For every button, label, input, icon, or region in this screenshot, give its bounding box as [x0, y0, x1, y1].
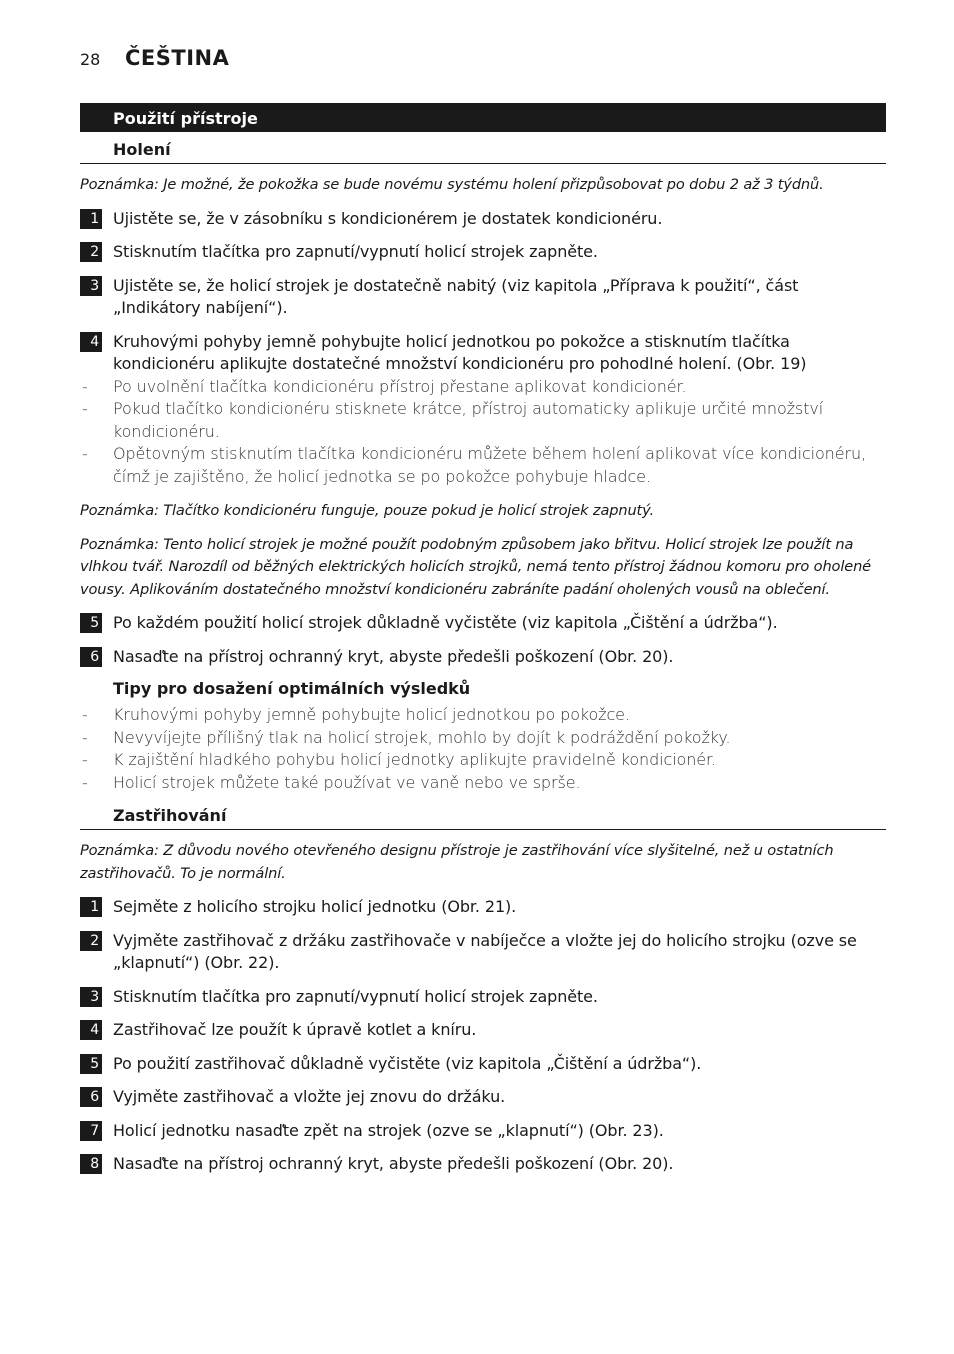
- step-item: [80, 1019, 886, 1042]
- step-item: [80, 930, 886, 975]
- shaving-bullet-list: [80, 376, 886, 489]
- step-number: 1: [80, 897, 102, 917]
- step-item: [80, 331, 886, 376]
- page-content: [80, 103, 886, 1187]
- step-item: [80, 1053, 886, 1076]
- step-item: [80, 208, 886, 231]
- step-number: 6: [80, 647, 102, 667]
- note-conditioner-button: Poznámka: Tlačítko kondicionéru funguje, pouze pokud je holicí strojek zapnutý.: [80, 502, 654, 519]
- page-number: 28: [80, 50, 101, 69]
- step-text: Ujistěte se, že v zásobníku s kondicionérem je dostatek kondicionéru.: [113, 208, 663, 228]
- step-text: Nasaďte na přístroj ochranný kryt, abyste předešli poškození (Obr. 20).: [113, 646, 674, 666]
- list-item: - K zajištění hladkého pohybu holicí jednotky aplikujte pravidelně kondicionér.: [82, 750, 717, 769]
- step-text: Kruhovými pohyby jemně pohybujte holicí jednotkou po pokožce a stisknutím tlačítka kondicionéru aplikujte dostatečné množství kondicionéru pro pohodlné holení. (Obr. 19): [113, 331, 807, 373]
- tips-bullet-list: [80, 704, 886, 794]
- step-text: Holicí jednotku nasaďte zpět na strojek (ozve se „klapnutí“) (Obr. 23).: [113, 1120, 664, 1140]
- step-item: [80, 896, 886, 919]
- step-number: 3: [80, 276, 102, 296]
- note-razor-usage: Poznámka: Tento holicí strojek je možné použít podobným způsobem jako břitvu. Holicí strojek lze použít na vlhkou tvář. Narozdíl od běžných elektrických holicích strojků, nemá tento přístroj žádnou komoru pro oholené vousy. Aplikováním dostatečného množství kondicionéru zabráníte padání oholených vousů na oblečení.: [80, 535, 871, 598]
- step-text: Zastřihovač lze použít k úpravě kotlet a kníru.: [113, 1020, 477, 1039]
- step-item: [80, 275, 886, 320]
- list-item: - Po uvolnění tlačítka kondicionéru přístroj přestane aplikovat kondicionér.: [82, 376, 687, 396]
- step-text: Po každém použití holicí strojek důkladně vyčistěte (viz kapitola „Čištění a údržba“).: [113, 613, 778, 632]
- step-text: Vyjměte zastřihovač a vložte jej znovu do držáku.: [113, 1087, 506, 1106]
- step-number: 7: [80, 1121, 102, 1141]
- note-adaptation: Poznámka: Je možné, že pokožka se bude novému systému holení přizpůsobovat po dobu 2 až 3 týdnů.: [80, 176, 824, 193]
- list-item: - Opětovným stisknutím tlačítka kondicionéru můžete během holení aplikovat více kondicionéru, čímž je zajištěno, že holicí jednotka se po pokožce pohybuje hladce.: [82, 444, 866, 486]
- step-number: 4: [80, 1020, 102, 1040]
- list-item: - Pokud tlačítko kondicionéru stisknete krátce, přístroj automaticky aplikuje určité množství kondicionéru.: [82, 399, 824, 441]
- list-item: - Kruhovými pohyby jemně pohybujte holicí jednotkou po pokožce.: [82, 705, 630, 724]
- step-text: Nasaďte na přístroj ochranný kryt, abyste předešli poškození (Obr. 20).: [113, 1154, 674, 1173]
- step-number: 8: [80, 1154, 102, 1174]
- step-number: 5: [80, 613, 102, 633]
- step-text: Ujistěte se, že holicí strojek je dostatečně nabitý (viz kapitola „Příprava k použití“, část „Indikátory nabíjení“).: [113, 275, 799, 317]
- page-language-heading: ČEŠTINA: [125, 46, 230, 70]
- step-text: Stisknutím tlačítka pro zapnutí/vypnutí holicí strojek zapněte.: [113, 986, 598, 1006]
- step-number: 5: [80, 1054, 102, 1074]
- step-number: 2: [80, 931, 102, 951]
- list-item: - Holicí strojek můžete také používat ve vaně nebo ve sprše.: [82, 772, 581, 792]
- step-item: [80, 646, 886, 669]
- subheading-tips: Tipy pro dosažení optimálních výsledků: [113, 679, 471, 698]
- subheading-trimming: Zastřihování: [80, 806, 886, 830]
- step-item: [80, 1153, 886, 1176]
- step-number: 1: [80, 209, 102, 229]
- note-trimming-noise: Poznámka: Z důvodu nového otevřeného designu přístroje je zastřihování více slyšitelné, než u ostatních zastřihovačů. To je normální.: [80, 842, 834, 882]
- step-text: Po použití zastřihovač důkladně vyčistěte (viz kapitola „Čištění a údržba“).: [113, 1053, 702, 1073]
- step-number: 4: [80, 332, 102, 352]
- list-item: - Nevyvíjejte přílišný tlak na holicí strojek, mohlo by dojít k podráždění pokožky.: [82, 727, 731, 747]
- step-item: [80, 612, 886, 635]
- step-number: 2: [80, 242, 102, 262]
- step-item: [80, 1120, 886, 1143]
- step-text: Sejměte z holicího strojku holicí jednotku (Obr. 21).: [113, 897, 517, 916]
- step-text: Stisknutím tlačítka pro zapnutí/vypnutí holicí strojek zapněte.: [113, 242, 598, 261]
- step-text: Vyjměte zastřihovač z držáku zastřihovače v nabíječce a vložte jej do holicího strojku (ozve se „klapnutí“) (Obr. 22).: [113, 930, 857, 972]
- step-item: [80, 241, 886, 264]
- step-number: 6: [80, 1087, 102, 1107]
- section-title-bar: Použití přístroje: [80, 103, 886, 132]
- step-item: [80, 1086, 886, 1109]
- step-item: [80, 986, 886, 1009]
- step-number: 3: [80, 987, 102, 1007]
- subheading-shaving: Holení: [80, 140, 886, 164]
